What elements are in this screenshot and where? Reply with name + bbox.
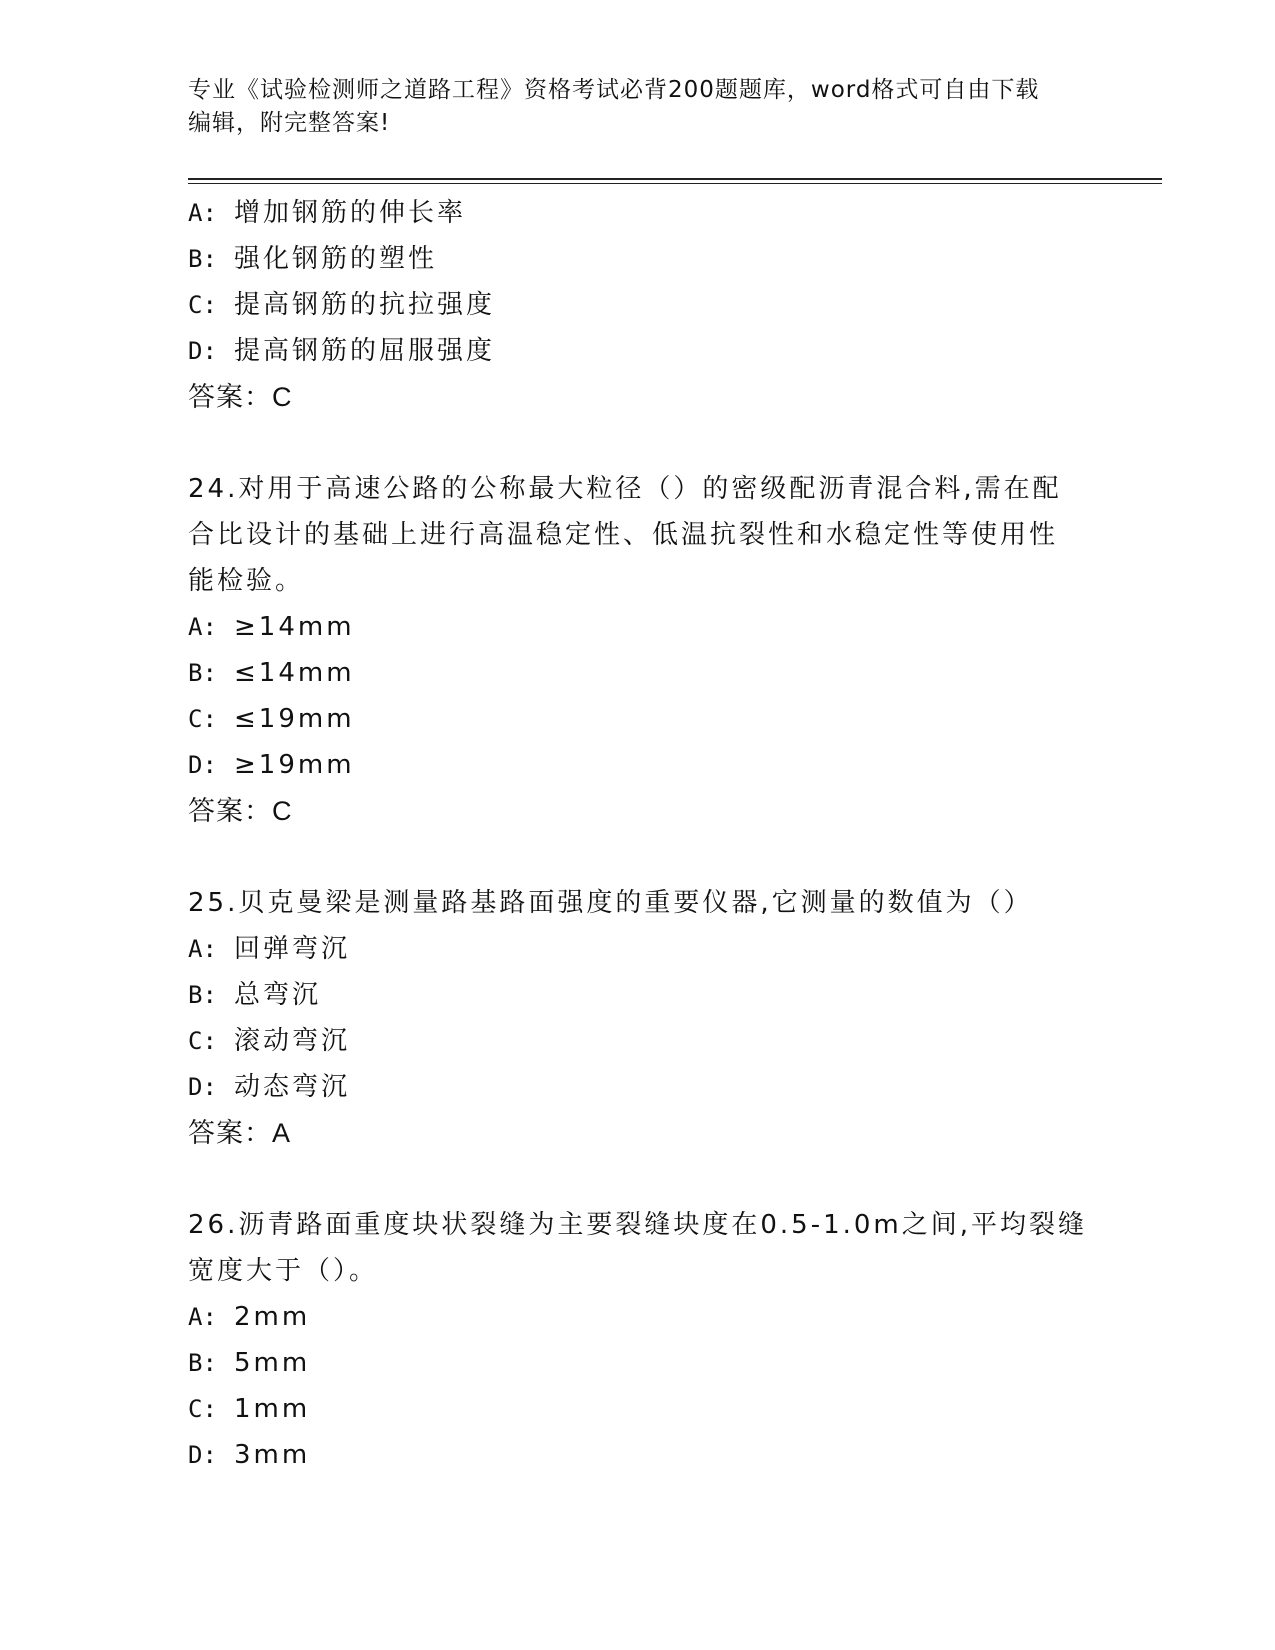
header-title-line-1: 专业《试验检测师之道路工程》资格考试必背200题题库，word格式可自由下载 — [188, 77, 1040, 103]
option-text: 动态弯沉 — [234, 1072, 351, 1102]
option-label: D: — [188, 337, 217, 365]
option-text: 提高钢筋的抗拉强度 — [234, 290, 496, 320]
answer-line: 答案：C — [188, 796, 293, 826]
option-text: 1mm — [234, 1394, 311, 1424]
option-text: 2mm — [234, 1302, 311, 1332]
option-a — [188, 1294, 1088, 1340]
option-text: 提高钢筋的屈服强度 — [234, 336, 496, 366]
option-label: C: — [188, 705, 217, 733]
option-text: ≤19mm — [234, 704, 355, 734]
option-text: 回弹弯沉 — [234, 934, 351, 964]
header-divider-thick — [188, 178, 1162, 180]
option-text: 滚动弯沉 — [234, 1026, 351, 1056]
question-text-line: 合比设计的基础上进行高温稳定性、低温抗裂性和水稳定性等使用性 — [188, 520, 1059, 550]
answer-line: 答案：A — [188, 1118, 292, 1148]
question-text-line: 25.贝克曼梁是测量路基路面强度的重要仪器,它测量的数值为（） — [188, 888, 1033, 918]
option-text: 强化钢筋的塑性 — [234, 244, 438, 274]
option-text: ≥14mm — [234, 612, 355, 642]
option-d — [188, 1432, 1088, 1478]
option-b — [188, 236, 1088, 282]
question-text-line: 24.对用于高速公路的公称最大粒径（）的密级配沥青混合料,需在配 — [188, 474, 1062, 504]
option-label: C: — [188, 1395, 217, 1423]
option-text: 总弯沉 — [234, 980, 322, 1010]
option-label: D: — [188, 1441, 217, 1469]
question-23 — [188, 190, 1088, 420]
option-c — [188, 696, 1088, 742]
question-list — [188, 190, 1088, 1478]
option-b — [188, 972, 1088, 1018]
option-d — [188, 1064, 1088, 1110]
question-text-line: 26.沥青路面重度块状裂缝为主要裂缝块度在0.5-1.0m之间,平均裂缝 — [188, 1210, 1088, 1240]
option-text: 增加钢筋的伸长率 — [234, 198, 467, 228]
question-24 — [188, 466, 1088, 604]
header-title-line-2: 编辑，附完整答案! — [188, 110, 391, 136]
option-label: C: — [188, 291, 217, 319]
option-b — [188, 650, 1088, 696]
option-a — [188, 604, 1088, 650]
option-label: A: — [188, 613, 217, 641]
option-d — [188, 742, 1088, 788]
option-label: A: — [188, 935, 217, 963]
option-c — [188, 1018, 1088, 1064]
option-label: B: — [188, 1349, 217, 1377]
option-label: A: — [188, 1303, 217, 1331]
option-label: B: — [188, 981, 217, 1009]
document-header — [188, 74, 1088, 140]
question-26 — [188, 1202, 1088, 1294]
question-26-options — [188, 1294, 1088, 1478]
header-divider-thin — [188, 183, 1162, 184]
option-text: ≤14mm — [234, 658, 355, 688]
option-label: B: — [188, 245, 217, 273]
option-c — [188, 1386, 1088, 1432]
question-25-options — [188, 926, 1088, 1156]
option-a — [188, 190, 1088, 236]
option-d — [188, 328, 1088, 374]
option-label: D: — [188, 1073, 217, 1101]
answer-line: 答案：C — [188, 382, 293, 412]
option-c — [188, 282, 1088, 328]
option-label: A: — [188, 199, 217, 227]
question-text-line: 宽度大于（）。 — [188, 1256, 379, 1286]
option-text: 5mm — [234, 1348, 311, 1378]
option-a — [188, 926, 1088, 972]
question-text-line: 能检验。 — [188, 566, 305, 596]
option-label: B: — [188, 659, 217, 687]
option-label: D: — [188, 751, 217, 779]
option-b — [188, 1340, 1088, 1386]
question-24-options — [188, 604, 1088, 834]
option-label: C: — [188, 1027, 217, 1055]
option-text: 3mm — [234, 1440, 311, 1470]
question-25 — [188, 880, 1088, 926]
option-text: ≥19mm — [234, 750, 355, 780]
